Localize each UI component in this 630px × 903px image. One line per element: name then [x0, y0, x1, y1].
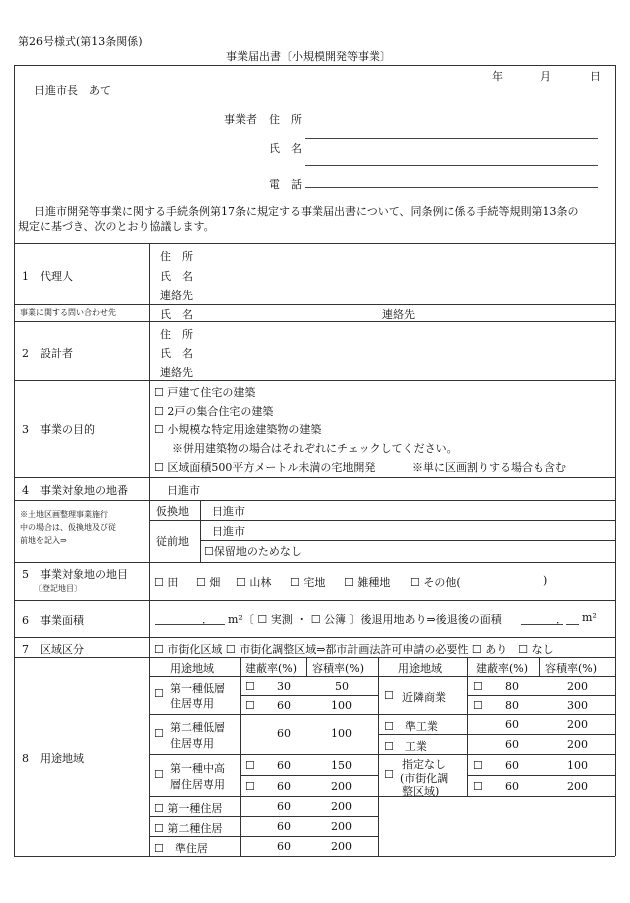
agent-name-label: 氏 名 — [160, 270, 193, 283]
mid-high-1-r1-checkbox[interactable]: ☐ — [245, 759, 255, 772]
applicant-address-line[interactable] — [305, 138, 598, 139]
industrial-far: 200 — [567, 738, 588, 751]
header-far-right: 容積率(%) — [545, 662, 598, 675]
low-rise-1-r1-far: 50 — [335, 680, 349, 693]
low-rise-2-coverage: 60 — [277, 727, 291, 740]
mid-high-1-name-2: 層住居専用 — [170, 778, 225, 791]
inquiry-label: 事業に関する問い合わせ先 — [20, 308, 116, 317]
low-rise-2-name-2: 住居専用 — [170, 737, 214, 750]
land-category-sublabel: 〔登記地目〕 — [34, 584, 82, 593]
addressee: 日進市長 あて — [34, 84, 111, 97]
quasi-residential-far: 200 — [331, 840, 352, 853]
low-rise-1-r2-checkbox[interactable]: ☐ — [245, 699, 255, 712]
neighborhood-commercial-r2-coverage: 80 — [505, 699, 519, 712]
quasi-industrial-checkbox[interactable]: ☐ 準工業 — [384, 720, 438, 733]
mid-high-1-r2-far: 200 — [331, 780, 352, 793]
neighborhood-commercial-r1-checkbox[interactable]: ☐ — [473, 680, 483, 693]
temp-replot-label: 仮換地 — [156, 505, 189, 518]
unzoned-r2-coverage: 60 — [505, 780, 519, 793]
header-far-left: 容積率(%) — [312, 662, 365, 675]
low-rise-1-r1-coverage: 30 — [277, 680, 291, 693]
land-option-misc[interactable]: ☐ 雑種地 — [344, 576, 391, 589]
applicant-address-label: 住 所 — [269, 113, 302, 126]
low-rise-2-checkbox[interactable]: ☐ — [154, 727, 164, 740]
land-option-other[interactable]: ☐ その他( — [410, 576, 461, 589]
date-month: 月 — [540, 70, 551, 83]
quasi-industrial-coverage: 60 — [505, 718, 519, 731]
unzoned-name-2: (市街化調 — [400, 772, 449, 785]
inquiry-contact-label: 連絡先 — [382, 308, 415, 321]
agent-contact-label: 連絡先 — [160, 289, 193, 302]
mid-high-1-name: 第一種中高 — [170, 762, 225, 775]
zoning-label: 7 区域区分 — [22, 643, 84, 656]
land-option-residential[interactable]: ☐ 宅地 — [290, 576, 326, 589]
low-rise-1-r2-coverage: 60 — [277, 699, 291, 712]
inquiry-name-label: 氏 名 — [160, 308, 193, 321]
applicant-name-label: 氏 名 — [269, 142, 302, 155]
mid-high-1-r2-coverage: 60 — [277, 780, 291, 793]
neighborhood-commercial-name: 近隣商業 — [402, 691, 446, 704]
intro-line-1: 日進市開発等事業に関する手続条例第17条に規定する事業届出書について、同条例に係る手続等規則第13条の — [34, 205, 579, 218]
mid-high-1-r2-checkbox[interactable]: ☐ — [245, 780, 255, 793]
unzoned-r1-checkbox[interactable]: ☐ — [473, 759, 483, 772]
area-label: 6 事業面積 — [22, 614, 84, 627]
low-rise-1-name: 第一種低層 — [170, 682, 225, 695]
unzoned-r1-coverage: 60 — [505, 759, 519, 772]
form-title: 事業届出書〔小規模開発等事業〕 — [226, 50, 391, 63]
unzoned-r1-far: 100 — [567, 759, 588, 772]
prior-land-value[interactable]: 日進市 — [212, 525, 245, 538]
neighborhood-commercial-r1-far: 200 — [567, 680, 588, 693]
mid-high-1-r1-coverage: 60 — [277, 759, 291, 772]
prior-land-label: 従前地 — [156, 535, 189, 548]
header-coverage-left: 建蔽率(%) — [245, 662, 298, 675]
purpose-label: 3 事業の目的 — [22, 423, 95, 436]
neighborhood-commercial-r1-coverage: 80 — [505, 680, 519, 693]
low-rise-2-far: 100 — [331, 727, 352, 740]
area-unit-text: m²〔 ☐ 実測 ・ ☐ 公簿 〕後退用地あり⇒後退後の面積 — [228, 613, 502, 626]
land-option-field[interactable]: ☐ 畑 — [196, 576, 221, 589]
residential-2-far: 200 — [331, 820, 352, 833]
agent-label: 1 代理人 — [22, 270, 73, 283]
purpose-option-detached[interactable]: ☐ 戸建て住宅の建築 — [154, 386, 256, 399]
industrial-coverage: 60 — [505, 738, 519, 751]
setback-decimal-line[interactable] — [566, 624, 579, 625]
land-option-other-close: ) — [543, 574, 548, 587]
land-option-rice[interactable]: ☐ 田 — [154, 576, 179, 589]
land-option-forest[interactable]: ☐ 山林 — [236, 576, 272, 589]
unzoned-name-3: 整区域) — [402, 785, 440, 798]
residential-2-coverage: 60 — [277, 820, 291, 833]
neighborhood-commercial-r2-checkbox[interactable]: ☐ — [473, 699, 483, 712]
unzoned-checkbox[interactable]: ☐ — [384, 768, 394, 781]
header-use-right: 用途地域 — [398, 662, 442, 675]
quasi-industrial-far: 200 — [567, 718, 588, 731]
low-rise-1-checkbox[interactable]: ☐ — [154, 687, 164, 700]
residential-1-far: 200 — [331, 800, 352, 813]
designer-label: 2 設計者 — [22, 347, 73, 360]
header-use-left: 用途地域 — [170, 662, 214, 675]
low-rise-1-r1-checkbox[interactable]: ☐ — [245, 680, 255, 693]
applicant-label: 事業者 — [224, 113, 257, 126]
use-district-label: 8 用途地域 — [22, 752, 84, 765]
residential-1-coverage: 60 — [277, 800, 291, 813]
setback-decimal: ． — [556, 613, 567, 626]
designer-address-label: 住 所 — [160, 328, 193, 341]
reserved-land-checkbox[interactable]: ☐保留地のためなし — [204, 545, 302, 558]
quasi-residential-coverage: 60 — [277, 840, 291, 853]
readjust-note-3: 前地を記入⇒ — [20, 536, 67, 545]
area-decimal: ． — [202, 613, 213, 626]
applicant-phone-label: 電 話 — [269, 178, 302, 191]
purpose-note-combined: ※併用建築物の場合はそれぞれにチェックしてください。 — [172, 442, 458, 455]
low-rise-1-name-2: 住居専用 — [170, 697, 214, 710]
mid-high-1-r1-far: 150 — [331, 759, 352, 772]
mid-high-1-checkbox[interactable]: ☐ — [154, 768, 164, 781]
designer-contact-label: 連絡先 — [160, 366, 193, 379]
date-day: 日 — [590, 70, 601, 83]
date-year: 年 — [492, 70, 503, 83]
applicant-name-line[interactable] — [305, 165, 598, 166]
readjust-note-2: 中の場合は、仮換地及び従 — [20, 523, 116, 532]
unzoned-r2-far: 200 — [567, 780, 588, 793]
neighborhood-commercial-checkbox[interactable]: ☐ — [384, 689, 394, 702]
industrial-checkbox[interactable]: ☐ 工業 — [384, 740, 427, 753]
land-category-label: 5 事業対象地の地目 — [22, 568, 128, 581]
purpose-option-two-units[interactable]: ☐ 2戸の集合住宅の建築 — [154, 405, 274, 418]
low-rise-2-name: 第二種低層 — [170, 721, 225, 734]
form-number: 第26号様式(第13条関係) — [18, 35, 143, 48]
site-lot-value[interactable]: 日進市 — [167, 484, 200, 497]
area-decimal-line[interactable] — [212, 624, 225, 625]
residential-1-checkbox[interactable]: ☐ 第一種住居 — [154, 802, 223, 815]
residential-2-checkbox[interactable]: ☐ 第二種住居 — [154, 822, 223, 835]
intro-line-2: 規定に基づき、次のとおり協議します。 — [18, 220, 215, 233]
designer-name-label: 氏 名 — [160, 347, 193, 360]
header-coverage-right: 建蔽率(%) — [476, 662, 529, 675]
temp-replot-value[interactable]: 日進市 — [212, 505, 245, 518]
low-rise-1-r2-far: 100 — [331, 699, 352, 712]
quasi-residential-checkbox[interactable]: ☐ 準住居 — [154, 842, 208, 855]
neighborhood-commercial-r2-far: 300 — [567, 699, 588, 712]
applicant-phone-line[interactable] — [305, 187, 598, 188]
setback-unit: m² — [582, 611, 597, 624]
unzoned-name: 指定なし — [402, 758, 446, 771]
purpose-option-land-dev[interactable]: ☐ 区域面積500平方メートル未満の宅地開発 — [154, 461, 376, 474]
zoning-options[interactable]: ☐ 市街化区域 ☐ 市街化調整区域⇒都市計画法許可申請の必要性 ☐ あり ☐ なし — [154, 643, 554, 656]
purpose-option-special-use[interactable]: ☐ 小規模な特定用途建築物の建築 — [154, 423, 322, 436]
readjust-note-1: ※土地区画整理事業施行 — [20, 510, 108, 519]
agent-address-label: 住 所 — [160, 250, 193, 263]
unzoned-r2-checkbox[interactable]: ☐ — [473, 780, 483, 793]
site-lot-label: 4 事業対象地の地番 — [22, 484, 128, 497]
purpose-note-subdivision: ※単に区画割りする場合も含む — [412, 461, 566, 474]
